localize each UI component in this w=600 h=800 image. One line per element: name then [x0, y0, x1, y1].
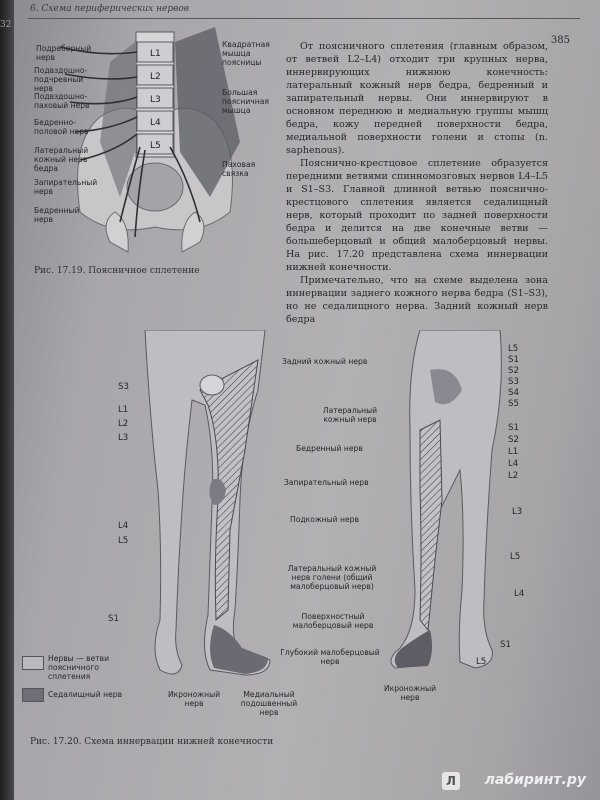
segment-L4-right-low: L4	[514, 589, 525, 599]
segment-S2-right-top: S2	[508, 366, 519, 376]
segment-S2-right-mid: S2	[508, 435, 519, 445]
vertebra-L4: L4	[150, 118, 161, 128]
segment-L5-right-top: L5	[508, 344, 519, 354]
paragraph-2: Пояснично-крестцовое сплетение образуется передними ветвями спинномозговых нервов L4–L5 и S1–S3. Главной длинной ветвью пояснично-крестцового сплетения является седалищный нерв, который проходит по задней поверхности бедра и делится на две конечные ветви — большеберцовый и общий малоберцовый нервы. На рис. 17.20 представлена схема иннервации нижней конечности.	[286, 158, 548, 273]
segment-L1-left: L1	[118, 405, 129, 415]
segment-L1-right: L1	[508, 447, 519, 457]
label-femoral-nerve: Бедренный нерв	[34, 206, 80, 224]
label-superficial-peroneal-nerve: Поверхностный малоберцовый нерв	[292, 612, 374, 630]
legend-label-lumbar: Нервы — ветви поясничного сплетения	[48, 654, 110, 681]
watermark-logo-icon: Л	[442, 772, 460, 790]
label-quadratus-lumborum: Квадратная мышца поясницы	[222, 40, 270, 67]
label-saphenous-nerve: Подкожный нерв	[290, 515, 359, 524]
label-deep-peroneal-nerve: Глубокий малоберцовый нерв	[280, 648, 380, 666]
label-obturator-nerve: Запирательный нерв	[34, 178, 98, 196]
label-obturator-nerve-fig2: Запирательный нерв	[284, 478, 369, 487]
watermark-text: лабиринт.ру	[484, 772, 586, 788]
label-subcostal-nerve: Подреберный нерв	[36, 44, 92, 62]
leg-innervation-back-illustration	[380, 330, 510, 700]
paragraph-1: От поясничного сплетения (главным образом, от ветвей L2–L4) отходит три крупных нерва, иннервирующих нижнюю конечность: латеральный кожный нерв бедра, бедренный и запирательный нервы. Они иннервируют в основном переднюю и медиальную группы мышц бедра, кожу передней поверхности бедра, медиальной поверхности голени и стопы (n. saphenous).	[286, 41, 548, 156]
label-lateral-cutaneous-nerve: Латеральный кожный нерв	[322, 406, 378, 424]
legend-swatch-lumbar	[22, 656, 44, 670]
label-sural-nerve-front: Икроножный нерв	[167, 690, 221, 708]
page-number: 385	[550, 35, 570, 46]
facing-page-number: 32	[0, 20, 12, 30]
header-rule	[28, 18, 580, 19]
label-iliohypogastric-nerve: Подвздошно-подчревный нерв	[34, 66, 88, 93]
vertebra-L1: L1	[150, 49, 161, 59]
segment-L3-right: L3	[512, 507, 523, 517]
vertebra-L5: L5	[150, 141, 161, 151]
vertebra-L2: L2	[150, 72, 161, 82]
figure-caption-17-19: Рис. 17.19. Поясничное сплетение	[34, 266, 200, 276]
book-spine-shadow	[0, 0, 14, 800]
legend-swatch-sciatic	[22, 688, 44, 702]
label-lateral-femoral-cutaneous-nerve: Латеральный кожный нерв бедра	[34, 146, 89, 173]
label-genitofemoral-nerve: Бедренно-половой нерв	[34, 118, 89, 136]
segment-L2-right: L2	[508, 471, 519, 481]
paragraph-3: Примечательно, что на схеме выделена зона иннервации заднего кожного нерва бедра (S1–S3), но не седалищного нерва. Задний кожный нерв бедра	[286, 275, 548, 325]
label-femoral-nerve-fig2: Бедренный нерв	[296, 444, 363, 453]
label-sural-nerve-back: Икроножный нерв	[383, 684, 437, 702]
segment-L2-left: L2	[118, 419, 129, 429]
vertebra-L3: L3	[150, 95, 161, 105]
body-text	[286, 40, 548, 326]
segment-L4-left: L4	[118, 521, 129, 531]
segment-S3-right: S3	[508, 377, 519, 387]
segment-S3-left: S3	[118, 382, 129, 392]
segment-L5-right-low: L5	[476, 657, 487, 667]
label-psoas-major: Большая поясничная мышца	[222, 88, 269, 115]
label-inguinal-ligament: Паховая связка	[222, 160, 256, 178]
segment-S4-right: S4	[508, 388, 519, 398]
segment-L5-right-mid: L5	[510, 552, 521, 562]
label-medial-plantar-nerve: Медиальный подошвенный нерв	[240, 690, 298, 717]
figure-caption-17-20: Рис. 17.20. Схема иннервации нижней конечности	[30, 737, 274, 747]
segment-L3-left: L3	[118, 433, 129, 443]
segment-S5-right: S5	[508, 399, 519, 409]
segment-S1-right-mid: S1	[508, 423, 519, 433]
legend-label-sciatic: Седалищный нерв	[48, 690, 123, 699]
label-lateral-sural-cutaneous-nerve: Латеральный кожный нерв голени (общий малоберцовый нерв)	[287, 564, 377, 591]
leg-innervation-front-illustration	[130, 330, 280, 700]
segment-L4-right-mid: L4	[508, 459, 519, 469]
segment-S1-right-top: S1	[508, 355, 519, 365]
segment-L5-left: L5	[118, 536, 129, 546]
segment-S1-left: S1	[108, 614, 119, 624]
running-title: 6. Схема периферических нервов	[30, 4, 190, 14]
label-posterior-cutaneous-nerve: Задний кожный нерв	[282, 357, 368, 366]
segment-S1-right-low: S1	[500, 640, 511, 650]
label-ilioinguinal-nerve: Подвздошно-паховый нерв	[34, 92, 90, 110]
